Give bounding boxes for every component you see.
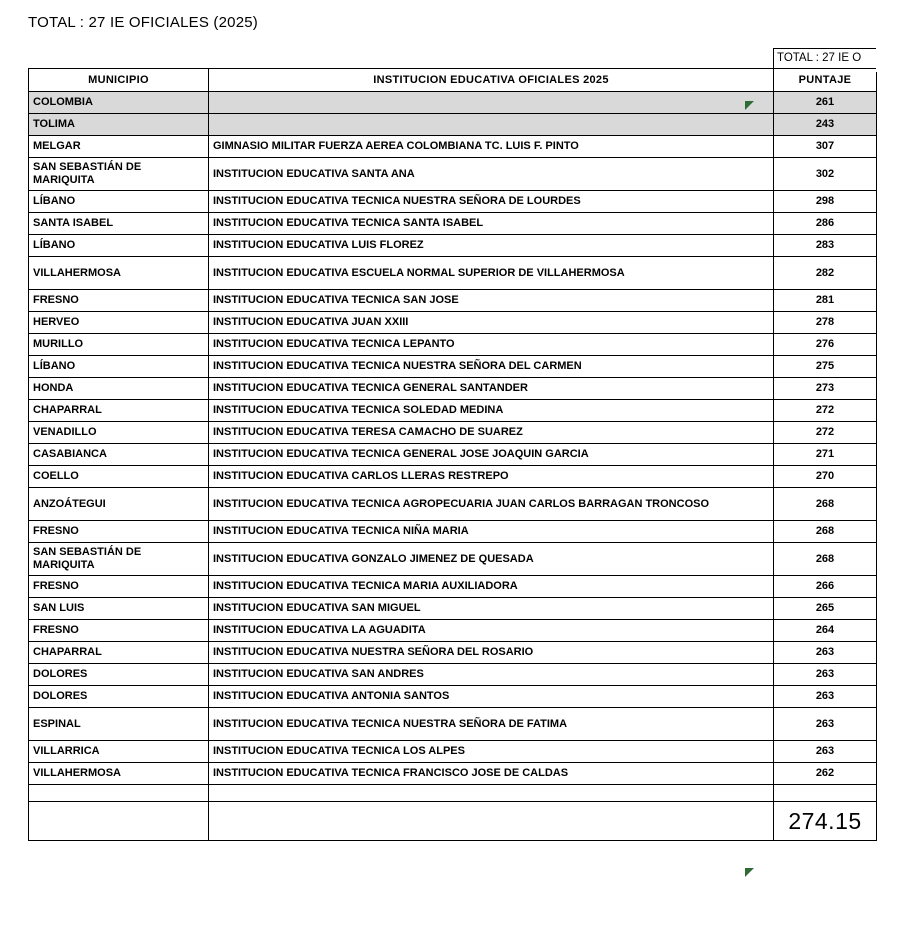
cell-municipio: HONDA [29,378,209,400]
table-row [29,312,877,334]
comment-marker-icon-bottom [745,868,754,877]
overflow-blank-municipio [29,49,209,69]
cell-puntaje: 263 [774,664,877,686]
table-row [29,378,877,400]
cell-municipio: CHAPARRAL [29,400,209,422]
overflow-header-row [29,49,877,69]
cell-municipio: FRESNO [29,521,209,543]
table-row [29,235,877,257]
footer-spacer-c [774,785,877,802]
table-header-row [29,69,877,92]
cell-municipio: ANZOÁTEGUI [29,488,209,521]
cell-municipio: DOLORES [29,664,209,686]
footer-spacer-row [29,785,877,802]
table-row [29,576,877,598]
table-row [29,708,877,741]
cell-institucion: INSTITUCION EDUCATIVA TECNICA LOS ALPES [209,741,774,763]
cell-institucion: INSTITUCION EDUCATIVA TERESA CAMACHO DE SUAREZ [209,422,774,444]
cell-municipio: SAN SEBASTIÁN DE MARIQUITA [29,543,209,576]
cell-institucion: INSTITUCION EDUCATIVA TECNICA SANTA ISABEL [209,213,774,235]
cell-puntaje: 298 [774,191,877,213]
average-row [29,802,877,841]
table-row [29,290,877,312]
cell-municipio: COELLO [29,466,209,488]
table-row [29,444,877,466]
cell-municipio: LÍBANO [29,356,209,378]
cell-puntaje: 268 [774,543,877,576]
table-row [29,92,877,114]
cell-institucion: INSTITUCION EDUCATIVA TECNICA NUESTRA SEÑORA DEL CARMEN [209,356,774,378]
cell-puntaje: 272 [774,400,877,422]
page-title: TOTAL : 27 IE OFICIALES (2025) [28,14,258,31]
cell-puntaje: 263 [774,642,877,664]
cell-municipio: LÍBANO [29,235,209,257]
cell-puntaje: 263 [774,708,877,741]
table-row [29,422,877,444]
cell-institucion: INSTITUCION EDUCATIVA ESCUELA NORMAL SUPERIOR DE VILLAHERMOSA [209,257,774,290]
cell-municipio: SAN SEBASTIÁN DE MARIQUITA [29,158,209,191]
cell-institucion: INSTITUCION EDUCATIVA CARLOS LLERAS RESTREPO [209,466,774,488]
cell-municipio: VILLAHERMOSA [29,257,209,290]
cell-institucion: INSTITUCION EDUCATIVA TECNICA FRANCISCO JOSE DE CALDAS [209,763,774,785]
cell-institucion: INSTITUCION EDUCATIVA TECNICA NIÑA MARIA [209,521,774,543]
average-blank-municipio [29,802,209,841]
cell-puntaje: 263 [774,741,877,763]
cell-municipio: COLOMBIA [29,92,209,114]
table-row [29,466,877,488]
cell-municipio: MELGAR [29,136,209,158]
table-row [29,741,877,763]
cell-municipio: FRESNO [29,620,209,642]
overflow-clip-mask [876,48,906,72]
overflow-total-label [774,49,877,69]
overflow-total-text: TOTAL : 27 IE O [777,51,862,64]
cell-institucion [209,92,774,114]
table-row [29,664,877,686]
table-row [29,400,877,422]
cell-municipio: VILLARRICA [29,741,209,763]
table-row [29,136,877,158]
table-row [29,543,877,576]
cell-municipio: MURILLO [29,334,209,356]
cell-puntaje: 262 [774,763,877,785]
cell-institucion [209,114,774,136]
cell-puntaje: 263 [774,686,877,708]
cell-puntaje: 264 [774,620,877,642]
cell-institucion: INSTITUCION EDUCATIVA TECNICA GENERAL SANTANDER [209,378,774,400]
cell-puntaje: 270 [774,466,877,488]
cell-puntaje: 282 [774,257,877,290]
cell-puntaje: 286 [774,213,877,235]
header-municipio: MUNICIPIO [29,69,209,92]
cell-municipio: LÍBANO [29,191,209,213]
table-row [29,763,877,785]
cell-institucion: INSTITUCION EDUCATIVA TECNICA SOLEDAD MEDINA [209,400,774,422]
table-row [29,356,877,378]
cell-institucion: INSTITUCION EDUCATIVA TECNICA AGROPECUARIA JUAN CARLOS BARRAGAN TRONCOSO [209,488,774,521]
cell-municipio: ESPINAL [29,708,209,741]
cell-municipio: SANTA ISABEL [29,213,209,235]
footer-spacer-a [29,785,209,802]
cell-puntaje: 275 [774,356,877,378]
cell-institucion: INSTITUCION EDUCATIVA JUAN XXIII [209,312,774,334]
average-value: 274.15 [774,802,877,841]
footer-spacer-b [209,785,774,802]
cell-puntaje: 265 [774,598,877,620]
table-row [29,598,877,620]
cell-institucion: INSTITUCION EDUCATIVA SAN ANDRES [209,664,774,686]
cell-municipio: CASABIANCA [29,444,209,466]
table-row [29,257,877,290]
cell-puntaje: 266 [774,576,877,598]
cell-institucion: INSTITUCION EDUCATIVA TECNICA MARIA AUXILIADORA [209,576,774,598]
cell-puntaje: 283 [774,235,877,257]
cell-municipio: VILLAHERMOSA [29,763,209,785]
cell-puntaje: 302 [774,158,877,191]
cell-institucion: INSTITUCION EDUCATIVA SANTA ANA [209,158,774,191]
cell-municipio: FRESNO [29,290,209,312]
cell-municipio: SAN LUIS [29,598,209,620]
cell-institucion: INSTITUCION EDUCATIVA TECNICA GENERAL JOSE JOAQUIN GARCIA [209,444,774,466]
header-puntaje: PUNTAJE [774,69,877,92]
table-footer [29,785,877,841]
cell-institucion: INSTITUCION EDUCATIVA LUIS FLOREZ [209,235,774,257]
cell-institucion: INSTITUCION EDUCATIVA LA AGUADITA [209,620,774,642]
cell-puntaje: 273 [774,378,877,400]
cell-municipio: FRESNO [29,576,209,598]
cell-puntaje: 278 [774,312,877,334]
cell-puntaje: 261 [774,92,877,114]
cell-institucion: INSTITUCION EDUCATIVA TECNICA LEPANTO [209,334,774,356]
scores-table [28,48,877,841]
cell-puntaje: 281 [774,290,877,312]
table-body [29,49,877,785]
cell-puntaje: 243 [774,114,877,136]
table-row [29,191,877,213]
table-row [29,521,877,543]
cell-institucion: INSTITUCION EDUCATIVA GONZALO JIMENEZ DE QUESADA [209,543,774,576]
cell-municipio: DOLORES [29,686,209,708]
cell-municipio: TOLIMA [29,114,209,136]
table-row [29,686,877,708]
table-row [29,114,877,136]
table-row [29,488,877,521]
average-blank-institucion [209,802,774,841]
cell-puntaje: 272 [774,422,877,444]
cell-puntaje: 268 [774,521,877,543]
cell-institucion: INSTITUCION EDUCATIVA SAN MIGUEL [209,598,774,620]
cell-institucion: INSTITUCION EDUCATIVA NUESTRA SEÑORA DEL ROSARIO [209,642,774,664]
overflow-blank-institucion [209,49,774,69]
cell-institucion: INSTITUCION EDUCATIVA TECNICA NUESTRA SEÑORA DE LOURDES [209,191,774,213]
table-row [29,620,877,642]
cell-puntaje: 268 [774,488,877,521]
cell-puntaje: 307 [774,136,877,158]
cell-institucion: INSTITUCION EDUCATIVA TECNICA SAN JOSE [209,290,774,312]
cell-municipio: HERVEO [29,312,209,334]
cell-puntaje: 276 [774,334,877,356]
cell-puntaje: 271 [774,444,877,466]
cell-institucion: GIMNASIO MILITAR FUERZA AEREA COLOMBIANA TC. LUIS F. PINTO [209,136,774,158]
cell-municipio: CHAPARRAL [29,642,209,664]
table-row [29,642,877,664]
table-row [29,158,877,191]
header-institucion: INSTITUCION EDUCATIVA OFICIALES 2025 [209,69,774,92]
cell-institucion: INSTITUCION EDUCATIVA ANTONIA SANTOS [209,686,774,708]
scores-table-container [28,48,876,841]
table-row [29,334,877,356]
cell-municipio: VENADILLO [29,422,209,444]
table-row [29,213,877,235]
cell-institucion: INSTITUCION EDUCATIVA TECNICA NUESTRA SEÑORA DE FATIMA [209,708,774,741]
